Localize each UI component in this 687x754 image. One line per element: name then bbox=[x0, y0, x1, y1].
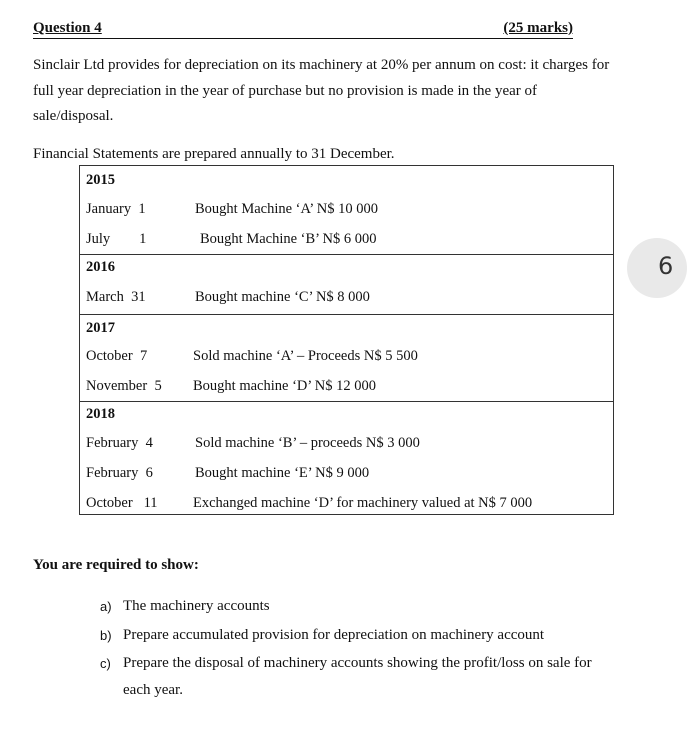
transaction-event: Sold machine ‘B’ – proceeds N$ 3 000 bbox=[195, 435, 420, 451]
intro-paragraph bbox=[33, 53, 618, 130]
transaction-date: October 7 bbox=[86, 348, 148, 364]
year-label: 2018 bbox=[86, 406, 115, 422]
question-heading bbox=[33, 20, 573, 39]
side-badge-label: 6 bbox=[658, 252, 674, 280]
transaction-date: July 1 bbox=[86, 231, 147, 247]
transaction-date: November 5 bbox=[86, 378, 162, 394]
page-side-badge[interactable] bbox=[627, 238, 687, 298]
list-item-text: The machinery accounts bbox=[123, 598, 270, 614]
transaction-event: Bought machine ‘E’ N$ 9 000 bbox=[195, 465, 370, 481]
intro-line: full year depreciation in the year of purchase but no provision is made in the year of bbox=[33, 82, 537, 99]
question-title: Question 4 bbox=[33, 20, 102, 36]
transaction-event: Bought Machine ‘B’ N$ 6 000 bbox=[200, 231, 377, 247]
transaction-date: March 31 bbox=[86, 289, 146, 305]
year-divider bbox=[80, 401, 613, 402]
transactions-table bbox=[79, 165, 614, 515]
year-divider bbox=[80, 254, 613, 255]
transaction-event: Bought machine ‘D’ N$ 12 000 bbox=[193, 378, 376, 394]
transaction-event: Sold machine ‘A’ – Proceeds N$ 5 500 bbox=[193, 348, 418, 364]
list-item-letter: a) bbox=[100, 599, 112, 614]
year-label: 2017 bbox=[86, 320, 115, 336]
statements-note: Financial Statements are prepared annually to 31 December. bbox=[33, 146, 395, 162]
intro-line: Sinclair Ltd provides for depreciation on its machinery at 20% per annum on cost: it charges for bbox=[33, 57, 610, 73]
transaction-date: February 6 bbox=[86, 465, 153, 481]
transaction-event: Bought machine ‘C’ N$ 8 000 bbox=[195, 289, 370, 305]
year-label: 2016 bbox=[86, 259, 115, 275]
transaction-date: January 1 bbox=[86, 201, 146, 217]
transaction-date: February 4 bbox=[86, 435, 153, 451]
list-item-text: Prepare accumulated provision for depreciation on machinery account bbox=[123, 627, 545, 643]
year-divider bbox=[80, 314, 613, 315]
requirements-title: You are required to show: bbox=[33, 557, 199, 573]
question-marks: (25 marks) bbox=[503, 20, 573, 36]
transaction-event: Exchanged machine ‘D’ for machinery valued at N$ 7 000 bbox=[193, 495, 533, 511]
intro-line: sale/disposal. bbox=[33, 108, 114, 124]
year-label: 2015 bbox=[86, 172, 115, 188]
transaction-date: October 11 bbox=[86, 495, 158, 511]
list-item-text: Prepare the disposal of machinery accounts showing the profit/loss on sale for each year. bbox=[123, 655, 592, 698]
transaction-event: Bought Machine ‘A’ N$ 10 000 bbox=[195, 201, 378, 217]
list-item-letter: c) bbox=[100, 656, 111, 671]
list-item-letter: b) bbox=[100, 628, 112, 643]
